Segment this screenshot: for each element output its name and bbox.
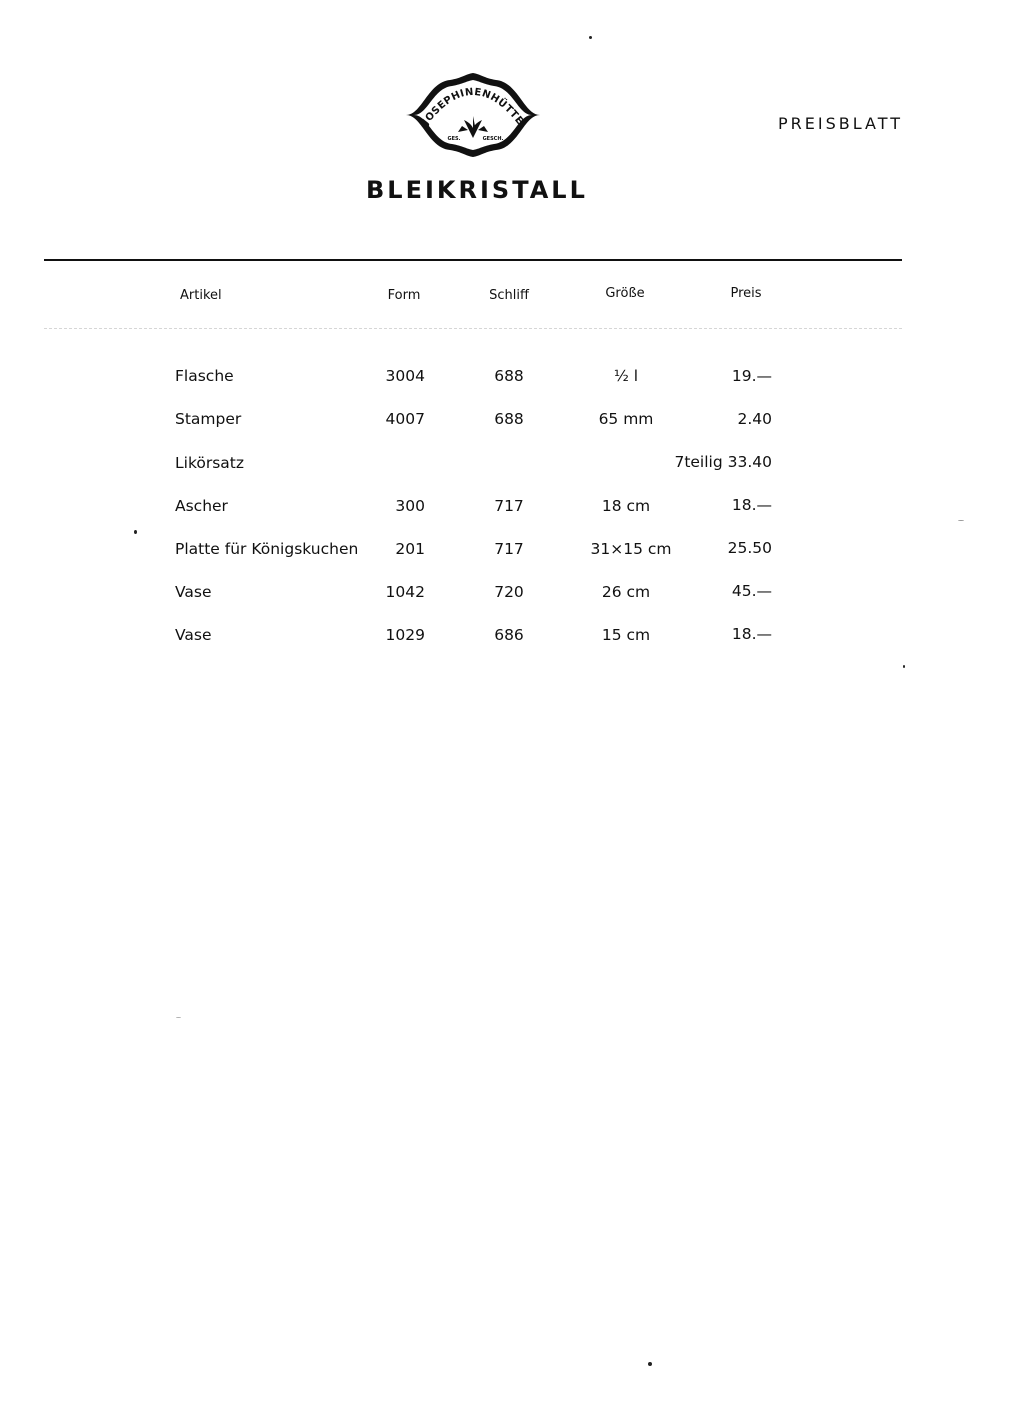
scan-speck: [903, 665, 905, 668]
document-type: PREISBLATT: [778, 114, 903, 133]
cell-schliff: 717: [494, 497, 524, 515]
cell-artikel: Ascher: [175, 497, 228, 515]
cell-schliff: 686: [494, 626, 524, 644]
column-header-preis: Preis: [730, 286, 762, 301]
cell-preis: 18.—: [731, 625, 772, 643]
cell-groesse: 26 cm: [601, 583, 651, 601]
column-header-artikel: Artikel: [180, 288, 222, 303]
josephinenhuette-logo: [402, 72, 544, 158]
scan-speck: [648, 1362, 652, 1366]
cell-form: 201: [395, 540, 425, 558]
logo-text: JOSEPHINENHÜTTE: [420, 86, 526, 128]
column-header-schliff: Schliff: [489, 288, 529, 303]
cell-schliff: 717: [494, 540, 524, 558]
column-header-separator: [44, 328, 902, 329]
document-title: BLEIKRISTALL: [366, 176, 588, 204]
cell-preis: 18.—: [731, 496, 772, 514]
cell-artikel: Vase: [175, 583, 212, 601]
scan-speck: [134, 530, 137, 534]
cell-schliff: 720: [494, 583, 524, 601]
cell-form: 4007: [385, 410, 425, 428]
cell-groesse: 18 cm: [601, 497, 651, 515]
column-header-groesse: Größe: [605, 286, 645, 301]
cell-form: 3004: [385, 367, 425, 385]
header-rule: [44, 259, 902, 261]
scan-speck: [176, 1017, 181, 1018]
cell-preis: 2.40: [737, 410, 772, 428]
scan-speck: [958, 520, 964, 521]
cell-artikel: Vase: [175, 626, 212, 644]
cell-artikel: Stamper: [175, 410, 242, 428]
cell-groesse: ½ l: [613, 367, 639, 385]
cell-groesse: 15 cm: [601, 626, 651, 644]
cell-preis: 45.—: [731, 582, 772, 600]
cell-groesse: 65 mm: [598, 410, 654, 428]
logo-mark-right: GESCH.: [482, 136, 504, 142]
cell-preis: 7teilig 33.40: [674, 453, 772, 471]
scan-speck: [589, 36, 592, 39]
cell-form: 300: [395, 497, 425, 515]
logo-mark-left: GES.: [447, 136, 461, 142]
cell-preis: 25.50: [727, 539, 772, 557]
column-header-form: Form: [387, 288, 421, 303]
cell-preis: 19.—: [731, 367, 772, 385]
cell-schliff: 688: [494, 367, 524, 385]
cell-artikel: Flasche: [175, 367, 234, 385]
cell-schliff: 688: [494, 410, 524, 428]
cell-artikel: Likörsatz: [175, 454, 245, 472]
cell-artikel: Platte für Königskuchen: [175, 540, 359, 558]
cell-form: 1029: [385, 626, 425, 644]
cell-groesse: 31×15 cm: [590, 540, 672, 558]
cell-form: 1042: [385, 583, 425, 601]
